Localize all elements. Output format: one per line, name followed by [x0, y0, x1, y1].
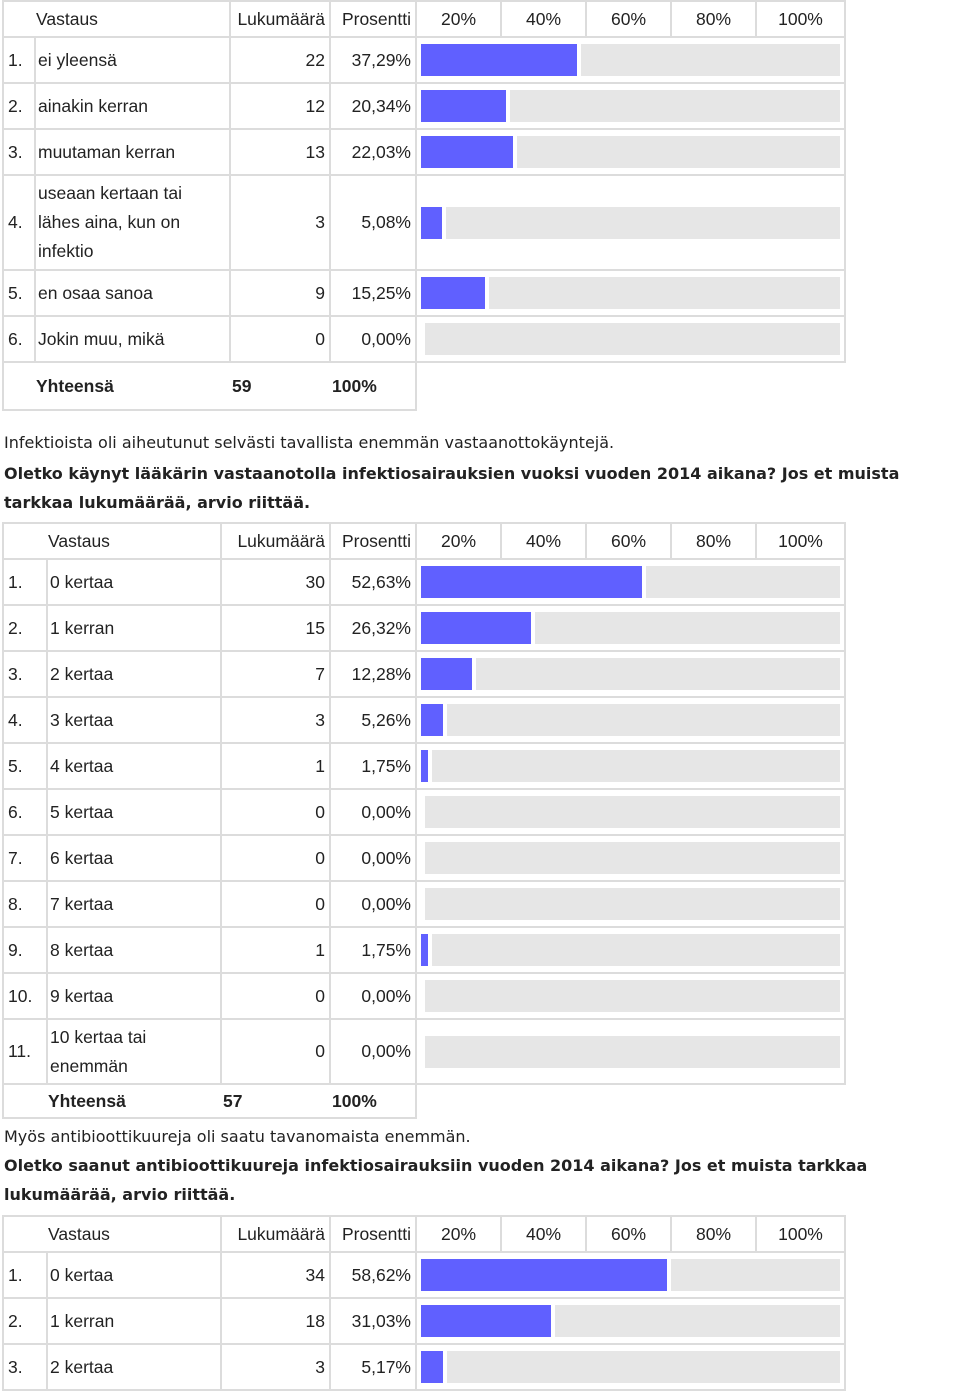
- col-header-80: 80%: [671, 523, 756, 559]
- col-header-count: Lukumäärä: [230, 1, 330, 37]
- bar-fill: [421, 1305, 551, 1337]
- col-header-40: 40%: [501, 523, 586, 559]
- col-header-20: 20%: [416, 523, 501, 559]
- answer-percent: 0,00%: [330, 835, 416, 881]
- col-header-count: Lukumäärä: [221, 523, 330, 559]
- bar-cell: [416, 129, 845, 175]
- answer-label: 1 kerran: [47, 605, 221, 651]
- bar-track: [421, 704, 840, 736]
- total-percent: 100%: [330, 362, 416, 410]
- answer-percent: 26,32%: [330, 605, 416, 651]
- bar-track: [421, 1305, 840, 1337]
- answer-percent: 0,00%: [330, 973, 416, 1019]
- bar-track: [421, 888, 840, 920]
- bar-fill: [421, 934, 428, 966]
- row-index: 4.: [3, 697, 47, 743]
- table-row: [3, 973, 845, 1019]
- row-index: 6.: [3, 316, 35, 362]
- answer-percent: 5,17%: [330, 1344, 416, 1390]
- bar-fill: [421, 207, 442, 239]
- table-row: [3, 927, 845, 973]
- answer-count: 9: [230, 270, 330, 316]
- total-count: 59: [230, 362, 330, 410]
- answer-percent: 37,29%: [330, 37, 416, 83]
- bar-fill: [421, 136, 513, 168]
- row-index: 5.: [3, 743, 47, 789]
- table-row: [3, 559, 845, 605]
- answer-count: 1: [221, 927, 330, 973]
- bar-track: [421, 658, 840, 690]
- bar-fill: [421, 658, 472, 690]
- table-row: [3, 743, 845, 789]
- bar-fill: [421, 90, 506, 122]
- total-percent: 100%: [330, 1084, 416, 1118]
- bar-track: [421, 1351, 840, 1383]
- col-header-60: 60%: [586, 1216, 671, 1252]
- table-row: [3, 270, 845, 316]
- note-2: Myös antibioottikuureja oli saatu tavanomaista enemmän.: [4, 1127, 471, 1146]
- bar-track: [421, 750, 840, 782]
- bar-fill: [421, 1351, 443, 1383]
- table-row: [3, 881, 845, 927]
- answer-percent: 1,75%: [330, 743, 416, 789]
- bar-track: [421, 1036, 840, 1068]
- bar-cell: [416, 605, 845, 651]
- bar-track: [421, 934, 840, 966]
- col-header-100: 100%: [756, 1, 845, 37]
- table-row: [3, 697, 845, 743]
- bar-fill: [421, 704, 443, 736]
- answer-label: 9 kertaa: [47, 973, 221, 1019]
- answer-percent: 31,03%: [330, 1298, 416, 1344]
- table-header-row: [3, 1, 845, 37]
- answer-label: 0 kertaa: [47, 1252, 221, 1298]
- answer-count: 12: [230, 83, 330, 129]
- bar-cell: [416, 1298, 845, 1344]
- table-header-row: [3, 1216, 845, 1252]
- bar-track: [421, 796, 840, 828]
- answer-count: 3: [221, 697, 330, 743]
- bar-cell: [416, 316, 845, 362]
- table-row: [3, 37, 845, 83]
- bar-fill: [421, 1259, 667, 1291]
- answer-percent: 0,00%: [330, 316, 416, 362]
- answer-percent: 1,75%: [330, 927, 416, 973]
- row-index: 5.: [3, 270, 35, 316]
- col-header-60: 60%: [586, 523, 671, 559]
- table-row: [3, 651, 845, 697]
- row-index: 2.: [3, 1298, 47, 1344]
- bar-cell: [416, 835, 845, 881]
- answer-label: Jokin muu, mikä: [35, 316, 230, 362]
- col-header-60: 60%: [586, 1, 671, 37]
- answer-percent: 15,25%: [330, 270, 416, 316]
- total-label: Yhteensä: [3, 362, 230, 410]
- bar-track: [421, 90, 840, 122]
- bar-track: [421, 842, 840, 874]
- col-header-100: 100%: [756, 1216, 845, 1252]
- col-header-80: 80%: [671, 1216, 756, 1252]
- table-row: [3, 605, 845, 651]
- answer-label: 1 kerran: [47, 1298, 221, 1344]
- answer-label: 2 kertaa: [47, 651, 221, 697]
- answer-count: 0: [221, 789, 330, 835]
- answer-count: 13: [230, 129, 330, 175]
- bar-cell: [416, 789, 845, 835]
- row-index: 1.: [3, 559, 47, 605]
- bar-track: [421, 612, 840, 644]
- bar-cell: [416, 697, 845, 743]
- row-index: 6.: [3, 789, 47, 835]
- answer-count: 18: [221, 1298, 330, 1344]
- col-header-answer: Vastaus: [3, 523, 221, 559]
- col-header-percent: Prosentti: [330, 1216, 416, 1252]
- row-index: 2.: [3, 83, 35, 129]
- bar-fill: [421, 750, 428, 782]
- table-row: [3, 1344, 845, 1390]
- answer-label: en osaa sanoa: [35, 270, 230, 316]
- bar-cell: [416, 927, 845, 973]
- answer-count: 1: [221, 743, 330, 789]
- col-header-40: 40%: [501, 1, 586, 37]
- row-index: 11.: [3, 1019, 47, 1084]
- results-table-3: [2, 1215, 846, 1391]
- answer-label: 0 kertaa: [47, 559, 221, 605]
- table-row: [3, 316, 845, 362]
- col-header-answer: Vastaus: [3, 1, 230, 37]
- answer-percent: 52,63%: [330, 559, 416, 605]
- bar-cell: [416, 651, 845, 697]
- answer-label: 10 kertaa tai enemmän: [47, 1019, 221, 1084]
- bar-cell: [416, 270, 845, 316]
- answer-count: 0: [230, 316, 330, 362]
- row-index: 7.: [3, 835, 47, 881]
- row-index: 8.: [3, 881, 47, 927]
- table-row: [3, 789, 845, 835]
- bar-track: [421, 323, 840, 355]
- answer-label: 5 kertaa: [47, 789, 221, 835]
- answer-label: muutaman kerran: [35, 129, 230, 175]
- answer-label: 4 kertaa: [47, 743, 221, 789]
- note-1: Infektioista oli aiheutunut selvästi tavallista enemmän vastaanottokäyntejä.: [4, 433, 615, 452]
- bar-cell: [416, 1019, 845, 1084]
- answer-count: 0: [221, 1019, 330, 1084]
- answer-percent: 5,08%: [330, 175, 416, 270]
- table-row: [3, 1019, 845, 1084]
- bar-track: [421, 277, 840, 309]
- table-row: [3, 175, 845, 270]
- answer-percent: 58,62%: [330, 1252, 416, 1298]
- answer-percent: 0,00%: [330, 881, 416, 927]
- bar-cell: [416, 175, 845, 270]
- bar-cell: [416, 881, 845, 927]
- answer-percent: 0,00%: [330, 789, 416, 835]
- table-row: [3, 83, 845, 129]
- bar-cell: [416, 973, 845, 1019]
- answer-label: 3 kertaa: [47, 697, 221, 743]
- row-index: 2.: [3, 605, 47, 651]
- row-index: 3.: [3, 129, 35, 175]
- answer-percent: 20,34%: [330, 83, 416, 129]
- bar-track: [421, 207, 840, 239]
- row-index: 1.: [3, 1252, 47, 1298]
- answer-label: 8 kertaa: [47, 927, 221, 973]
- bar-track: [421, 980, 840, 1012]
- bar-track: [421, 566, 840, 598]
- answer-count: 3: [230, 175, 330, 270]
- answer-label: useaan kertaan tai lähes aina, kun on infektio: [35, 175, 230, 270]
- bar-track: [421, 1259, 840, 1291]
- col-header-20: 20%: [416, 1216, 501, 1252]
- answer-count: 7: [221, 651, 330, 697]
- answer-label: 6 kertaa: [47, 835, 221, 881]
- answer-count: 30: [221, 559, 330, 605]
- results-table-2: [2, 522, 846, 1119]
- bar-fill: [421, 44, 577, 76]
- question-3: Oletko saanut antibioottikuureja infektiosairauksiin vuoden 2014 aikana? Jos et muista tarkkaa lukumäärää, arvio riittää.: [4, 1156, 868, 1204]
- total-row: [3, 1084, 845, 1118]
- row-index: 4.: [3, 175, 35, 270]
- answer-count: 0: [221, 881, 330, 927]
- bar-cell: [416, 83, 845, 129]
- total-count: 57: [221, 1084, 330, 1118]
- bar-fill: [421, 277, 485, 309]
- answer-percent: 12,28%: [330, 651, 416, 697]
- answer-percent: 0,00%: [330, 1019, 416, 1084]
- question-2: Oletko käynyt lääkärin vastaanotolla infektiosairauksien vuoksi vuoden 2014 aikana? Jos et muista tarkkaa lukumäärää, arvio riittää.: [4, 464, 900, 512]
- answer-label: ei yleensä: [35, 37, 230, 83]
- row-index: 3.: [3, 651, 47, 697]
- total-label: Yhteensä: [3, 1084, 221, 1118]
- bar-cell: [416, 743, 845, 789]
- answer-count: 0: [221, 973, 330, 1019]
- answer-label: 7 kertaa: [47, 881, 221, 927]
- answer-label: 2 kertaa: [47, 1344, 221, 1390]
- answer-percent: 22,03%: [330, 129, 416, 175]
- col-header-answer: Vastaus: [3, 1216, 221, 1252]
- table-row: [3, 1298, 845, 1344]
- answer-count: 22: [230, 37, 330, 83]
- row-index: 1.: [3, 37, 35, 83]
- bar-fill: [421, 612, 531, 644]
- bar-cell: [416, 1252, 845, 1298]
- table-row: [3, 835, 845, 881]
- row-index: 3.: [3, 1344, 47, 1390]
- col-header-20: 20%: [416, 1, 501, 37]
- row-index: 9.: [3, 927, 47, 973]
- col-header-count: Lukumäärä: [221, 1216, 330, 1252]
- answer-label: ainakin kerran: [35, 83, 230, 129]
- table-row: [3, 129, 845, 175]
- results-table-1: [2, 0, 846, 411]
- col-header-40: 40%: [501, 1216, 586, 1252]
- col-header-percent: Prosentti: [330, 1, 416, 37]
- answer-count: 3: [221, 1344, 330, 1390]
- answer-count: 15: [221, 605, 330, 651]
- col-header-80: 80%: [671, 1, 756, 37]
- table-header-row: [3, 523, 845, 559]
- answer-percent: 5,26%: [330, 697, 416, 743]
- row-index: 10.: [3, 973, 47, 1019]
- col-header-100: 100%: [756, 523, 845, 559]
- total-row: [3, 362, 845, 410]
- answer-count: 34: [221, 1252, 330, 1298]
- bar-cell: [416, 37, 845, 83]
- bar-fill: [421, 566, 642, 598]
- answer-count: 0: [221, 835, 330, 881]
- col-header-percent: Prosentti: [330, 523, 416, 559]
- table-row: [3, 1252, 845, 1298]
- bar-track: [421, 136, 840, 168]
- bar-cell: [416, 1344, 845, 1390]
- bar-track: [421, 44, 840, 76]
- bar-cell: [416, 559, 845, 605]
